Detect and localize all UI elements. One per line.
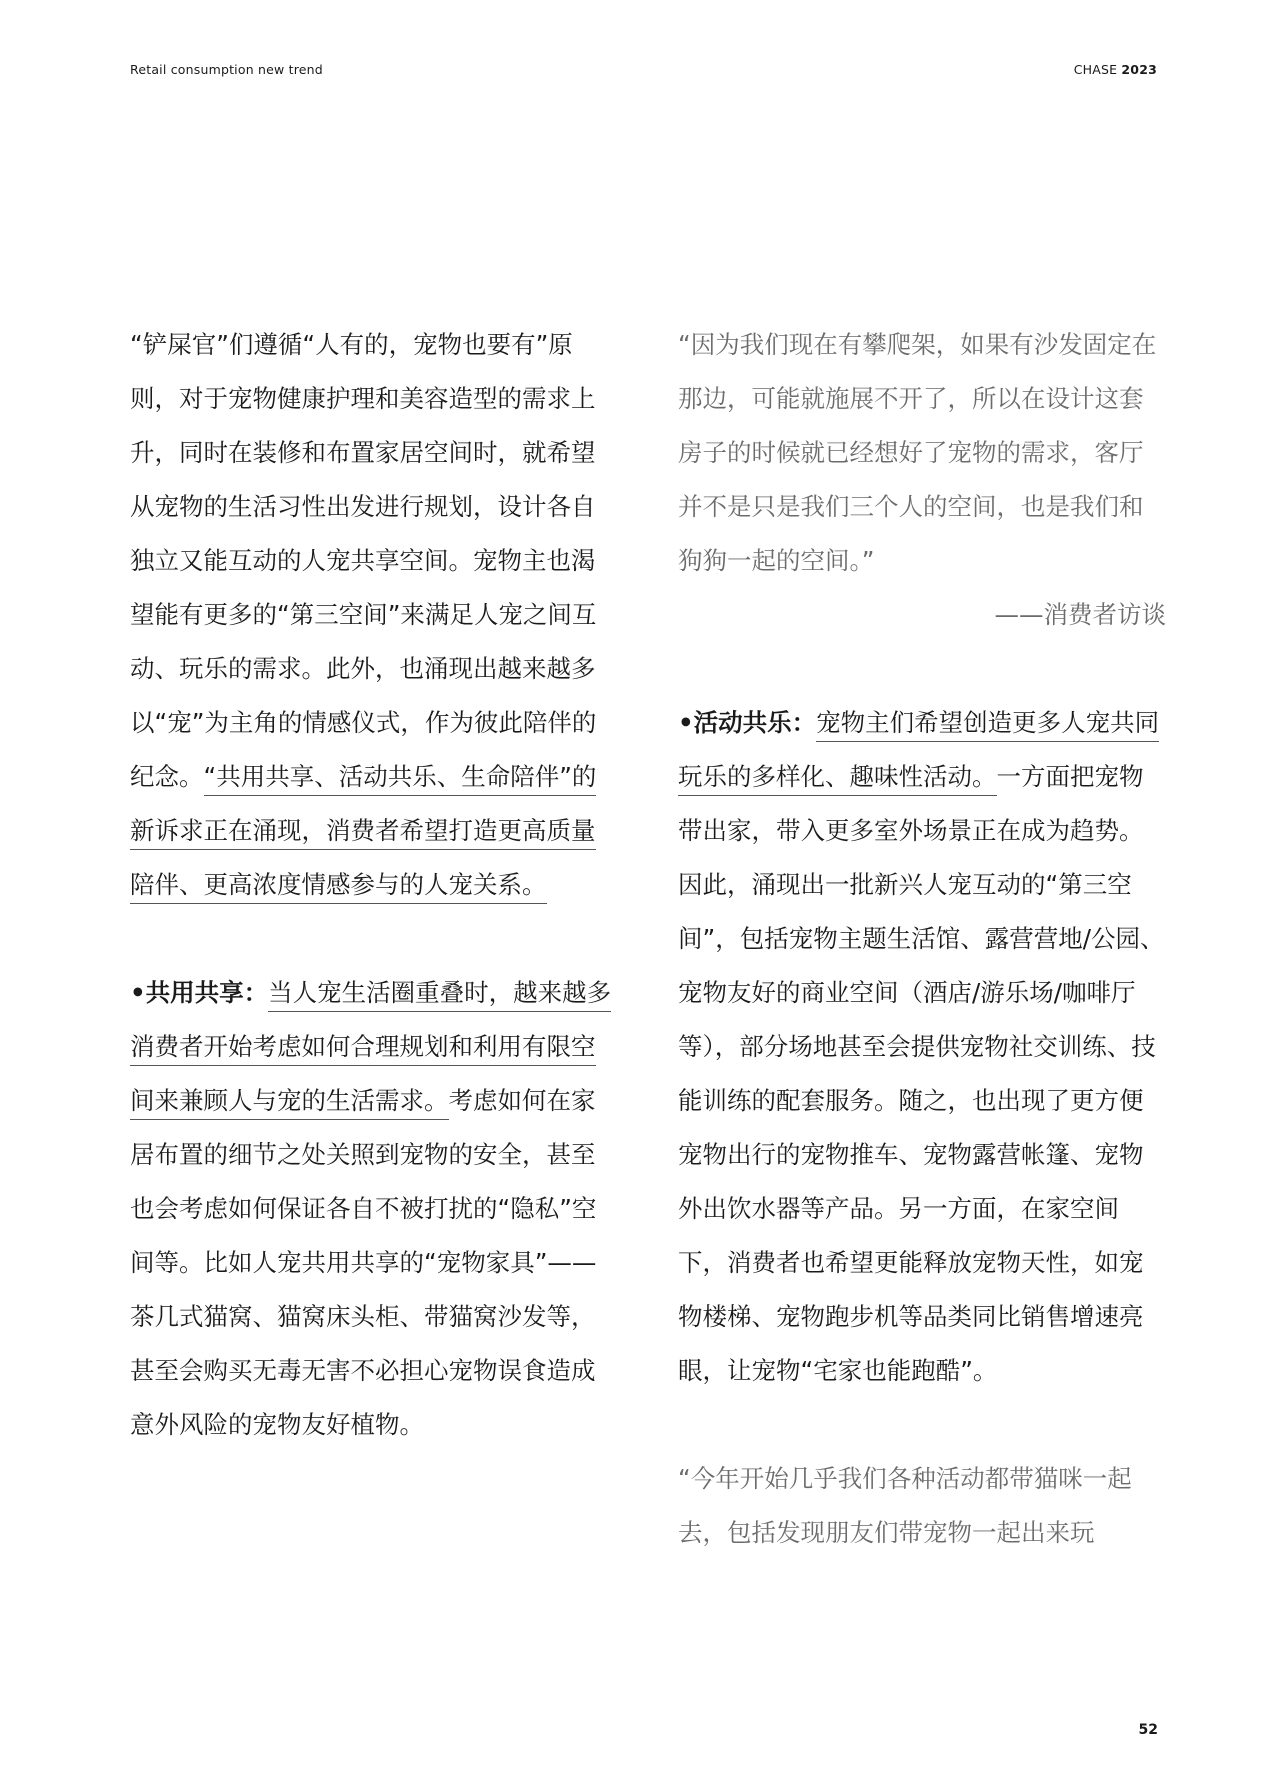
intro-paragraph bbox=[130, 318, 616, 912]
consumer-quote-1: “因为我们现在有攀爬架，如果有沙发固定在那边，可能就施展不开了，所以在设计这套房子的时候就已经想好了宠物的需求，客厅并不是只是我们三个人的空间，也是我们和狗狗一起的空间。” bbox=[678, 330, 1157, 575]
header-year: 2023 bbox=[1121, 62, 1157, 77]
page-number: 52 bbox=[1138, 1722, 1158, 1738]
right-column bbox=[678, 318, 1166, 1560]
activity-label: 活动共乐： bbox=[693, 708, 817, 737]
header-title: Retail consumption new trend bbox=[130, 62, 323, 77]
intro-underlined-text: “共用共享、活动共乐、生命陪伴”的新诉求正在涌现，消费者希望打造更高质量陪伴、更高浓度情感参与的人宠关系。 bbox=[130, 762, 596, 904]
header-brand-year bbox=[1074, 62, 1157, 77]
shared-use-paragraph bbox=[130, 966, 616, 1452]
bullet-dot: • bbox=[678, 708, 694, 737]
quote-attribution: ——消费者访谈 bbox=[994, 600, 1166, 629]
shared-use-underlined-text: 当人宠生活圈重叠时，越来越多消费者开始考虑如何合理规划和利用有限空间来兼顾人与宠的生活需求。 bbox=[130, 978, 611, 1120]
bullet-dot: • bbox=[130, 978, 146, 1007]
activity-paragraph bbox=[678, 696, 1166, 1398]
intro-text: “铲屎官”们遵循“人有的，宠物也要有”原则，对于宠物健康护理和美容造型的需求上升，同时在装修和布置家居空间时，就希望从宠物的生活习性出发进行规划，设计各自独立又能互动的人宠共享空间。宠物主也渴望能有更多的“第三空间”来满足人宠之间互动、玩乐的需求。此外，也涌现出越来越多以“宠”为主角的情感仪式，作为彼此陪伴的纪念。 bbox=[130, 330, 597, 791]
activity-text: 一方面把宠物带出家，带入更多室外场景正在成为趋势。因此，涌现出一批新兴人宠互动的“第三空间”，包括宠物主题生活馆、露营营地/公园、宠物友好的商业空间（酒店/游乐场/咖啡厅等），部分场地甚至会提供宠物社交训练、技能训练的配套服务。随之，也出现了更方便宠物出行的宠物推车、宠物露营帐篷、宠物外出饮水器等产品。另一方面，在家空间下，消费者也希望更能释放宠物天性，如宠物楼梯、宠物跑步机等品类同比销售增速亮眼，让宠物“宅家也能跑酷”。 bbox=[678, 762, 1165, 1385]
shared-use-label: 共用共享： bbox=[145, 978, 269, 1007]
consumer-quote-2: “今年开始几乎我们各种活动都带猫咪一起去，包括发现朋友们带宠物一起出来玩 bbox=[678, 1464, 1132, 1547]
header-brand: CHASE bbox=[1073, 62, 1118, 77]
shared-use-text: 考虑如何在家居布置的细节之处关照到宠物的安全，甚至也会考虑如何保证各自不被打扰的“隐私”空间等。比如人宠共用共享的“宠物家具”——茶几式猫窝、猫窝床头柜、带猫窝沙发等，甚至会购买无毒无害不必担心宠物误食造成意外风险的宠物友好植物。 bbox=[130, 1086, 597, 1439]
left-column bbox=[130, 318, 616, 1452]
activity-underlined-text: 宠物主们希望创造更多人宠共同玩乐的多样化、趣味性活动。 bbox=[678, 708, 1159, 796]
